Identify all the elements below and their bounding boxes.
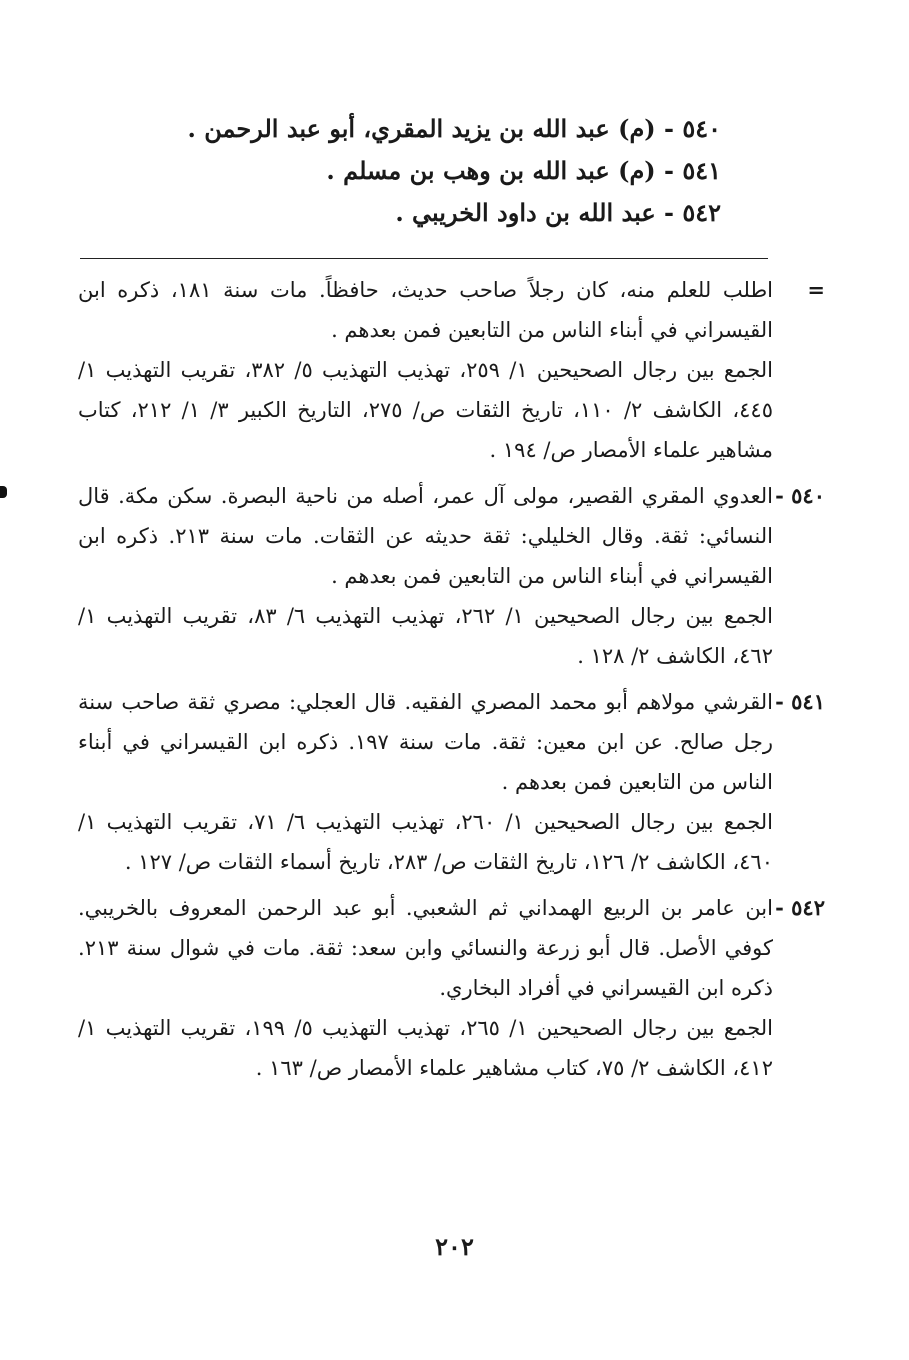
main-entries	[101, 108, 721, 234]
entry-text: - (م) عبد الله بن يزيد المقري، أبو عبد الرحمن .	[187, 114, 674, 143]
entry-number: ٥٤١	[682, 156, 721, 185]
entry-text: - (م) عبد الله بن وهب بن مسلم .	[326, 156, 674, 185]
entry-text: - عبد الله بن داود الخريبي .	[395, 198, 674, 227]
footnote-541	[78, 682, 825, 882]
footnote-body: العدوي المقري القصير، مولى آل عمر، أصله من ناحية البصرة. سكن مكة. قال النسائي: ثقة. وقال الخليلي: ثقة حديثه عن الثقات. مات سنة ٢١٣. ذكره ابن القيسراني في أبناء الناس من التابعين فمن بعدهم .	[78, 484, 773, 588]
footnote-540	[78, 476, 825, 676]
footnote-marker: =	[807, 277, 825, 302]
footnote-marker: ٥٤١ -	[775, 689, 825, 714]
footnote-continuation	[78, 270, 825, 470]
footnote-body: القرشي مولاهم أبو محمد المصري الفقيه. قال العجلي: مصري ثقة صاحب سنة رجل صالح. عن ابن معين: ثقة. مات سنة ١٩٧. ذكره ابن القيسراني في أبناء الناس من التابعين فمن بعدهم .	[78, 690, 773, 794]
entry-number: ٥٤٠	[682, 114, 721, 143]
main-entry-542	[101, 192, 721, 234]
main-entry-541	[101, 150, 721, 192]
footnote-body: ابن عامر بن الربيع الهمداني ثم الشعبي. أبو عبد الرحمن المعروف بالخريبي. كوفي الأصل. قال أبو زرعة والنسائي وابن سعد: ثقة. مات في شوال سنة ٢١٣. ذكره ابن القيسراني في أفراد البخاري.	[78, 896, 773, 1000]
footnote-references: الجمع بين رجال الصحيحين ١/ ٢٦٢، تهذيب التهذيب ٦/ ٨٣، تقريب التهذيب ١/ ٤٦٢، الكاشف ٢/ ١٢٨ .	[78, 604, 773, 668]
scan-edge-mark	[0, 486, 7, 498]
footnote-body: اطلب للعلم منه، كان رجلاً صاحب حديث، حافظاً. مات سنة ١٨١، ذكره ابن القيسراني في أبناء الناس من التابعين فمن بعدهم .	[78, 278, 773, 342]
footnote-marker: ٥٤٢ -	[775, 895, 825, 920]
footnote-references: الجمع بين رجال الصحيحين ١/ ٢٦٥، تهذيب التهذيب ٥/ ١٩٩، تقريب التهذيب ١/ ٤١٢، الكاشف ٢/ ٧٥، كتاب مشاهير علماء الأمصار ص/ ١٦٣ .	[78, 1016, 773, 1080]
page-number: ٢٠٢	[435, 1232, 474, 1261]
main-entry-540	[101, 108, 721, 150]
footnote-references: الجمع بين رجال الصحيحين ١/ ٢٥٩، تهذيب التهذيب ٥/ ٣٨٢، تقريب التهذيب ١/ ٤٤٥، الكاشف ٢/ ١١٠، تاريخ الثقات ص/ ٢٧٥، التاريخ الكبير ٣/ ١/ ٢١٢، كتاب مشاهير علماء الأمصار ص/ ١٩٤ .	[78, 358, 773, 462]
footnote-marker: ٥٤٠ -	[775, 483, 825, 508]
footnotes	[78, 270, 825, 1094]
footnote-542	[78, 888, 825, 1088]
footnote-divider	[80, 258, 768, 259]
entry-number: ٥٤٢	[682, 198, 721, 227]
footnote-references: الجمع بين رجال الصحيحين ١/ ٢٦٠، تهذيب التهذيب ٦/ ٧١، تقريب التهذيب ١/ ٤٦٠، الكاشف ٢/ ١٢٦، تاريخ الثقات ص/ ٢٨٣، تاريخ أسماء الثقات ص/ ١٢٧ .	[78, 810, 773, 874]
